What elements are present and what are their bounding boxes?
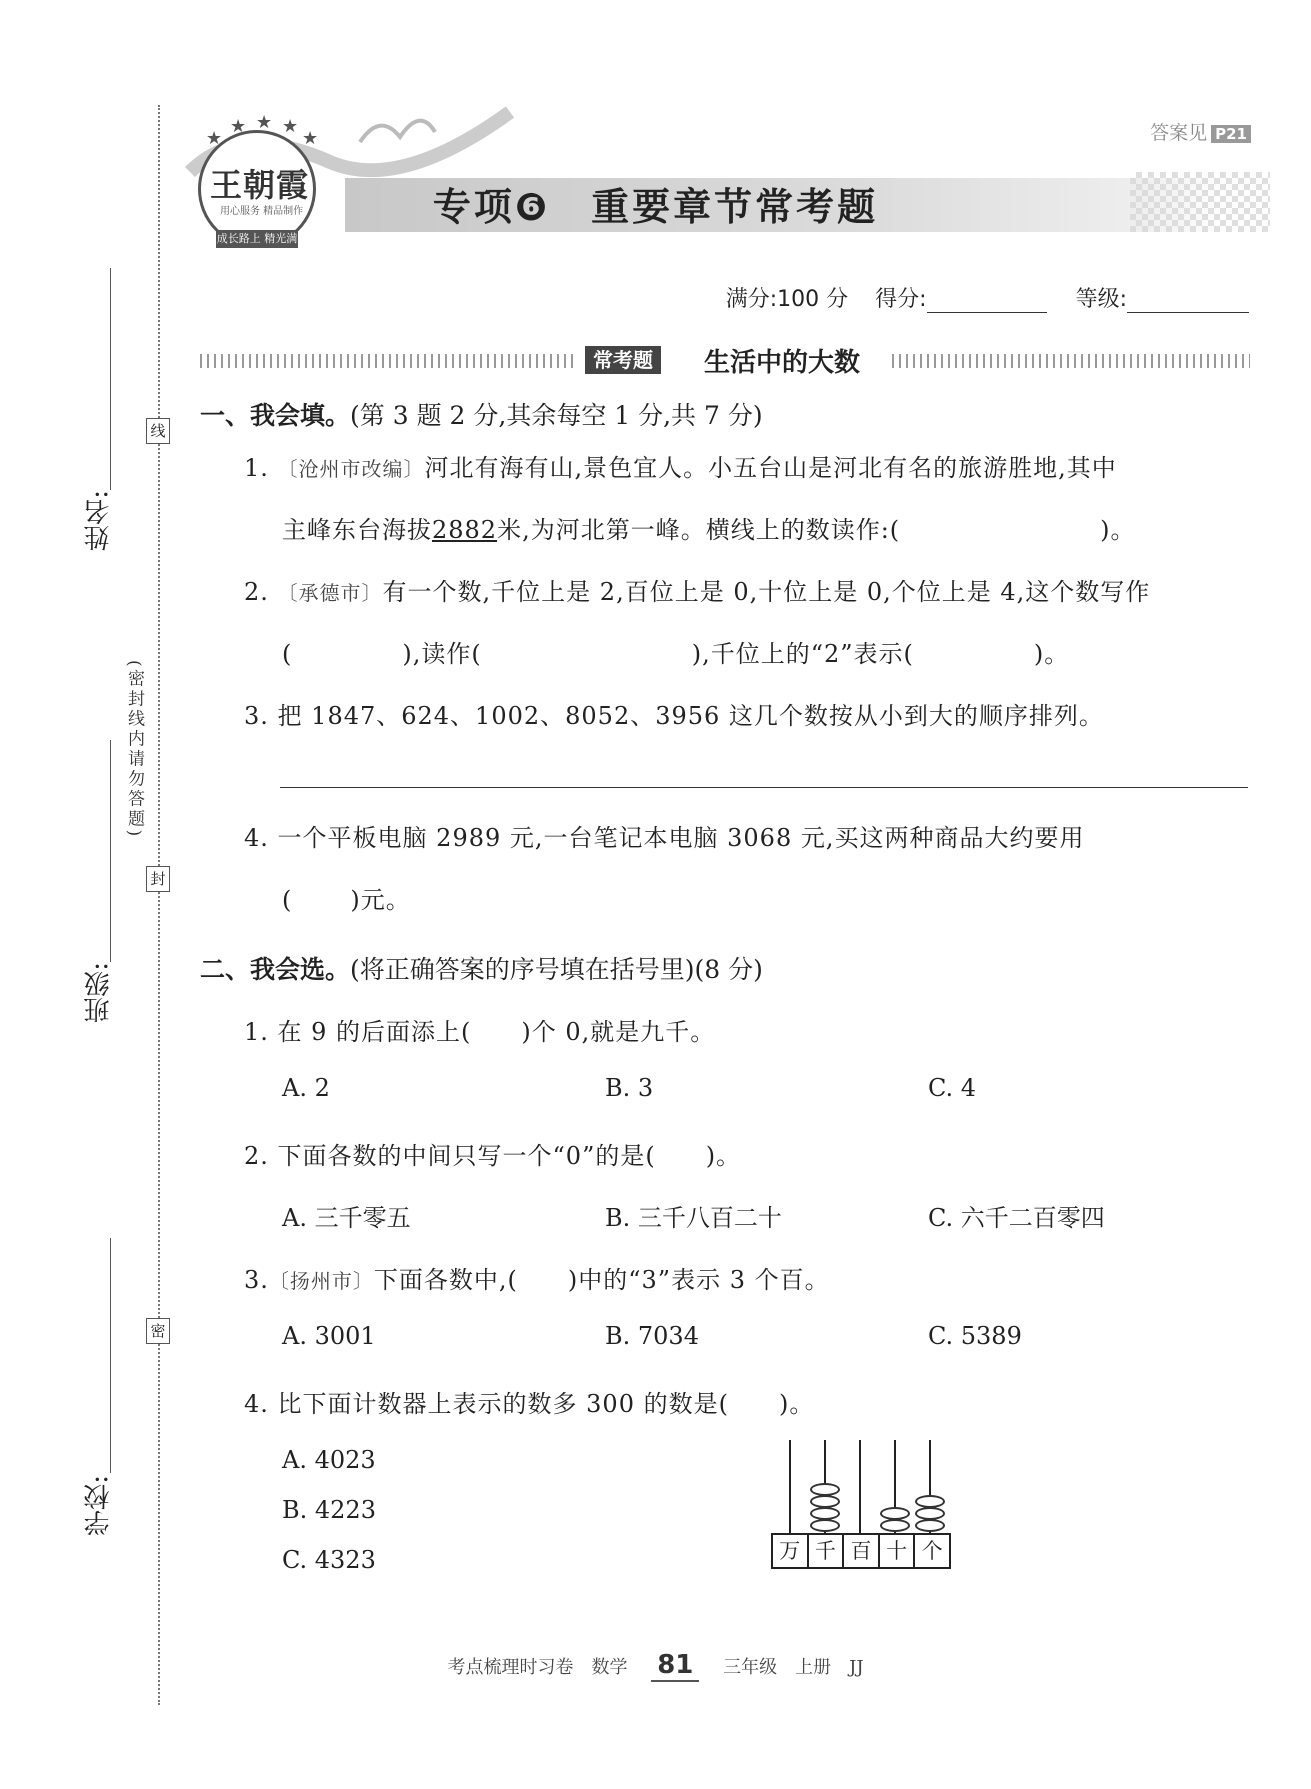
part1-note: (第 3 题 2 分,其余每空 1 分,共 7 分) — [350, 401, 763, 430]
choice-option[interactable]: B. 4223 — [282, 1496, 376, 1524]
q-text: ( — [282, 886, 293, 914]
score-field[interactable] — [927, 290, 1047, 313]
full-score: 满分:100 分 — [725, 287, 849, 312]
question-source: 〔扬州市〕 — [268, 1269, 374, 1293]
p1-question-2-line2 — [282, 634, 1069, 669]
name-field[interactable] — [110, 268, 111, 490]
abacus-bead — [880, 1507, 910, 1520]
hatch-left — [200, 354, 575, 368]
q-text: 下面各数中,( )中的“3”表示 3 个百。 — [373, 1266, 830, 1294]
answer-ref-page: P21 — [1211, 125, 1251, 143]
place-label: 百 — [844, 1535, 880, 1567]
binding-dotted-line — [158, 105, 160, 1705]
abacus-bead — [915, 1507, 945, 1520]
part2-title: 二、我会选。 — [200, 955, 351, 984]
seal-box-seal: 封 — [146, 866, 170, 892]
question-source: 〔沧州市改编〕 — [277, 457, 425, 481]
choice-option[interactable]: C. 4 — [928, 1074, 977, 1102]
p1-question-2-line1 — [244, 572, 1150, 607]
p2-question-3 — [244, 1260, 830, 1295]
star-icon: ★ — [302, 128, 319, 149]
place-label: 千 — [809, 1535, 845, 1567]
answer-reference — [1150, 118, 1251, 145]
q-text: )。 — [1100, 516, 1136, 544]
star-icon: ★ — [256, 112, 273, 133]
p1-question-1-line2 — [282, 510, 1136, 545]
p1-question-4-line1 — [244, 818, 1084, 853]
q-text: )元。 — [350, 886, 411, 914]
q-number: 3. — [244, 702, 269, 730]
q-number: 1. — [244, 454, 269, 482]
place-label: 万 — [773, 1535, 809, 1567]
abacus-bead — [880, 1519, 910, 1532]
section-tag: 常考题 — [585, 346, 661, 374]
abacus-bead — [810, 1483, 840, 1496]
abacus-place-labels — [771, 1533, 951, 1569]
choice-option[interactable]: A. 3001 — [282, 1322, 376, 1350]
logo-banner: 成长路上 精光满天 — [216, 232, 298, 263]
page-number: 81 — [651, 1650, 699, 1682]
p1-question-1-line1 — [244, 448, 1117, 483]
p1-question-3 — [244, 696, 1104, 731]
logo-name: 王朝霞 — [210, 166, 310, 204]
grade-field[interactable] — [1127, 290, 1249, 313]
abacus-bead — [810, 1519, 840, 1532]
part2-note: (将正确答案的序号填在括号里)(8 分) — [350, 955, 763, 984]
choice-option[interactable]: B. 7034 — [605, 1322, 699, 1350]
p2-question-1: 1. 在 9 的后面添上( )个 0,就是九千。 — [244, 1018, 716, 1046]
abacus-bead — [810, 1495, 840, 1508]
q-text: 一个平板电脑 2989 元,一台笔记本电脑 3068 元,买这两种商品大约要用 — [277, 824, 1085, 852]
abacus-rod — [859, 1440, 861, 1533]
q-text: ),千位上的“2”表示( — [691, 640, 914, 668]
place-label: 十 — [880, 1535, 916, 1567]
school-field[interactable] — [110, 1238, 111, 1473]
school-label: 学校: — [84, 1475, 114, 1536]
score-label: 得分: — [875, 287, 927, 312]
q-text: ( — [282, 640, 293, 668]
hatch-right — [892, 354, 1250, 368]
abacus-bead — [810, 1507, 840, 1520]
choice-option[interactable]: A. 三千零五 — [282, 1204, 411, 1232]
q-number: 3. — [244, 1266, 269, 1294]
part1-heading — [200, 396, 763, 432]
question-source: 〔承德市〕 — [277, 581, 383, 605]
footer-right: 三年级 上册 JJ — [723, 1657, 864, 1678]
part2-heading — [200, 950, 763, 986]
seal-box-secret: 密 — [146, 1318, 170, 1344]
choice-option[interactable]: C. 4323 — [282, 1546, 376, 1574]
seal-note: (密封线内请勿答题) — [124, 660, 144, 840]
q-text: 米,为河北第一峰。横线上的数读作:( — [497, 516, 901, 544]
section-bar — [200, 346, 1250, 376]
page-title: 专项❻ 重要章节常考题 — [432, 185, 879, 229]
choice-option[interactable]: B. 3 — [605, 1074, 654, 1102]
answer-line[interactable] — [280, 787, 1248, 788]
q-text: 有一个数,千位上是 2,百位上是 0,十位上是 0,个位上是 4,这个数写作 — [382, 578, 1151, 606]
abacus-rod — [789, 1440, 791, 1533]
choice-option[interactable]: C. 5389 — [928, 1322, 1022, 1350]
score-line — [726, 282, 1249, 313]
place-label: 个 — [921, 1539, 943, 1563]
star-icon: ★ — [230, 116, 247, 137]
choice-option[interactable]: A. 4023 — [282, 1446, 376, 1474]
q-text: 河北有海有山,景色宜人。小五台山是河北有名的旅游胜地,其中 — [424, 454, 1117, 482]
star-icon: ★ — [282, 116, 299, 137]
choice-option[interactable]: C. 六千二百零四 — [928, 1204, 1105, 1232]
logo-tagline: 用心服务 精品制作 — [220, 206, 304, 217]
seal-box-line: 线 — [146, 418, 170, 444]
abacus-bead — [915, 1519, 945, 1532]
class-label: 班级: — [84, 962, 114, 1023]
footer — [0, 1650, 1311, 1680]
name-label: 姓名: — [84, 490, 114, 551]
q-text: ),读作( — [402, 640, 482, 668]
q-number: 4. — [244, 824, 269, 852]
answer-ref-text: 答案见 — [1150, 122, 1208, 144]
footer-left: 考点梳理时习卷 数学 — [447, 1657, 628, 1678]
q-number: 2. — [244, 578, 269, 606]
q-text: 把 1847、624、1002、8052、3956 这几个数按从小到大的顺序排列。 — [277, 702, 1104, 730]
q-text: 主峰东台海拔 — [282, 516, 432, 544]
section-title: 生活中的大数 — [698, 342, 866, 379]
choice-option[interactable]: A. 2 — [282, 1074, 330, 1102]
star-icon: ★ — [206, 128, 223, 149]
p2-question-2: 2. 下面各数的中间只写一个“0”的是( )。 — [244, 1142, 742, 1170]
choice-option[interactable]: B. 三千八百二十 — [605, 1204, 782, 1232]
class-field[interactable] — [110, 740, 111, 962]
p2-question-4: 4. 比下面计数器上表示的数多 300 的数是( )。 — [244, 1390, 815, 1418]
grade-label: 等级: — [1075, 287, 1127, 312]
p1-question-4-line2 — [282, 880, 411, 915]
underlined-number: 2882 — [432, 516, 498, 544]
abacus-bead — [915, 1495, 945, 1508]
part1-title: 一、我会填。 — [200, 401, 351, 430]
q-text: )。 — [1033, 640, 1070, 668]
